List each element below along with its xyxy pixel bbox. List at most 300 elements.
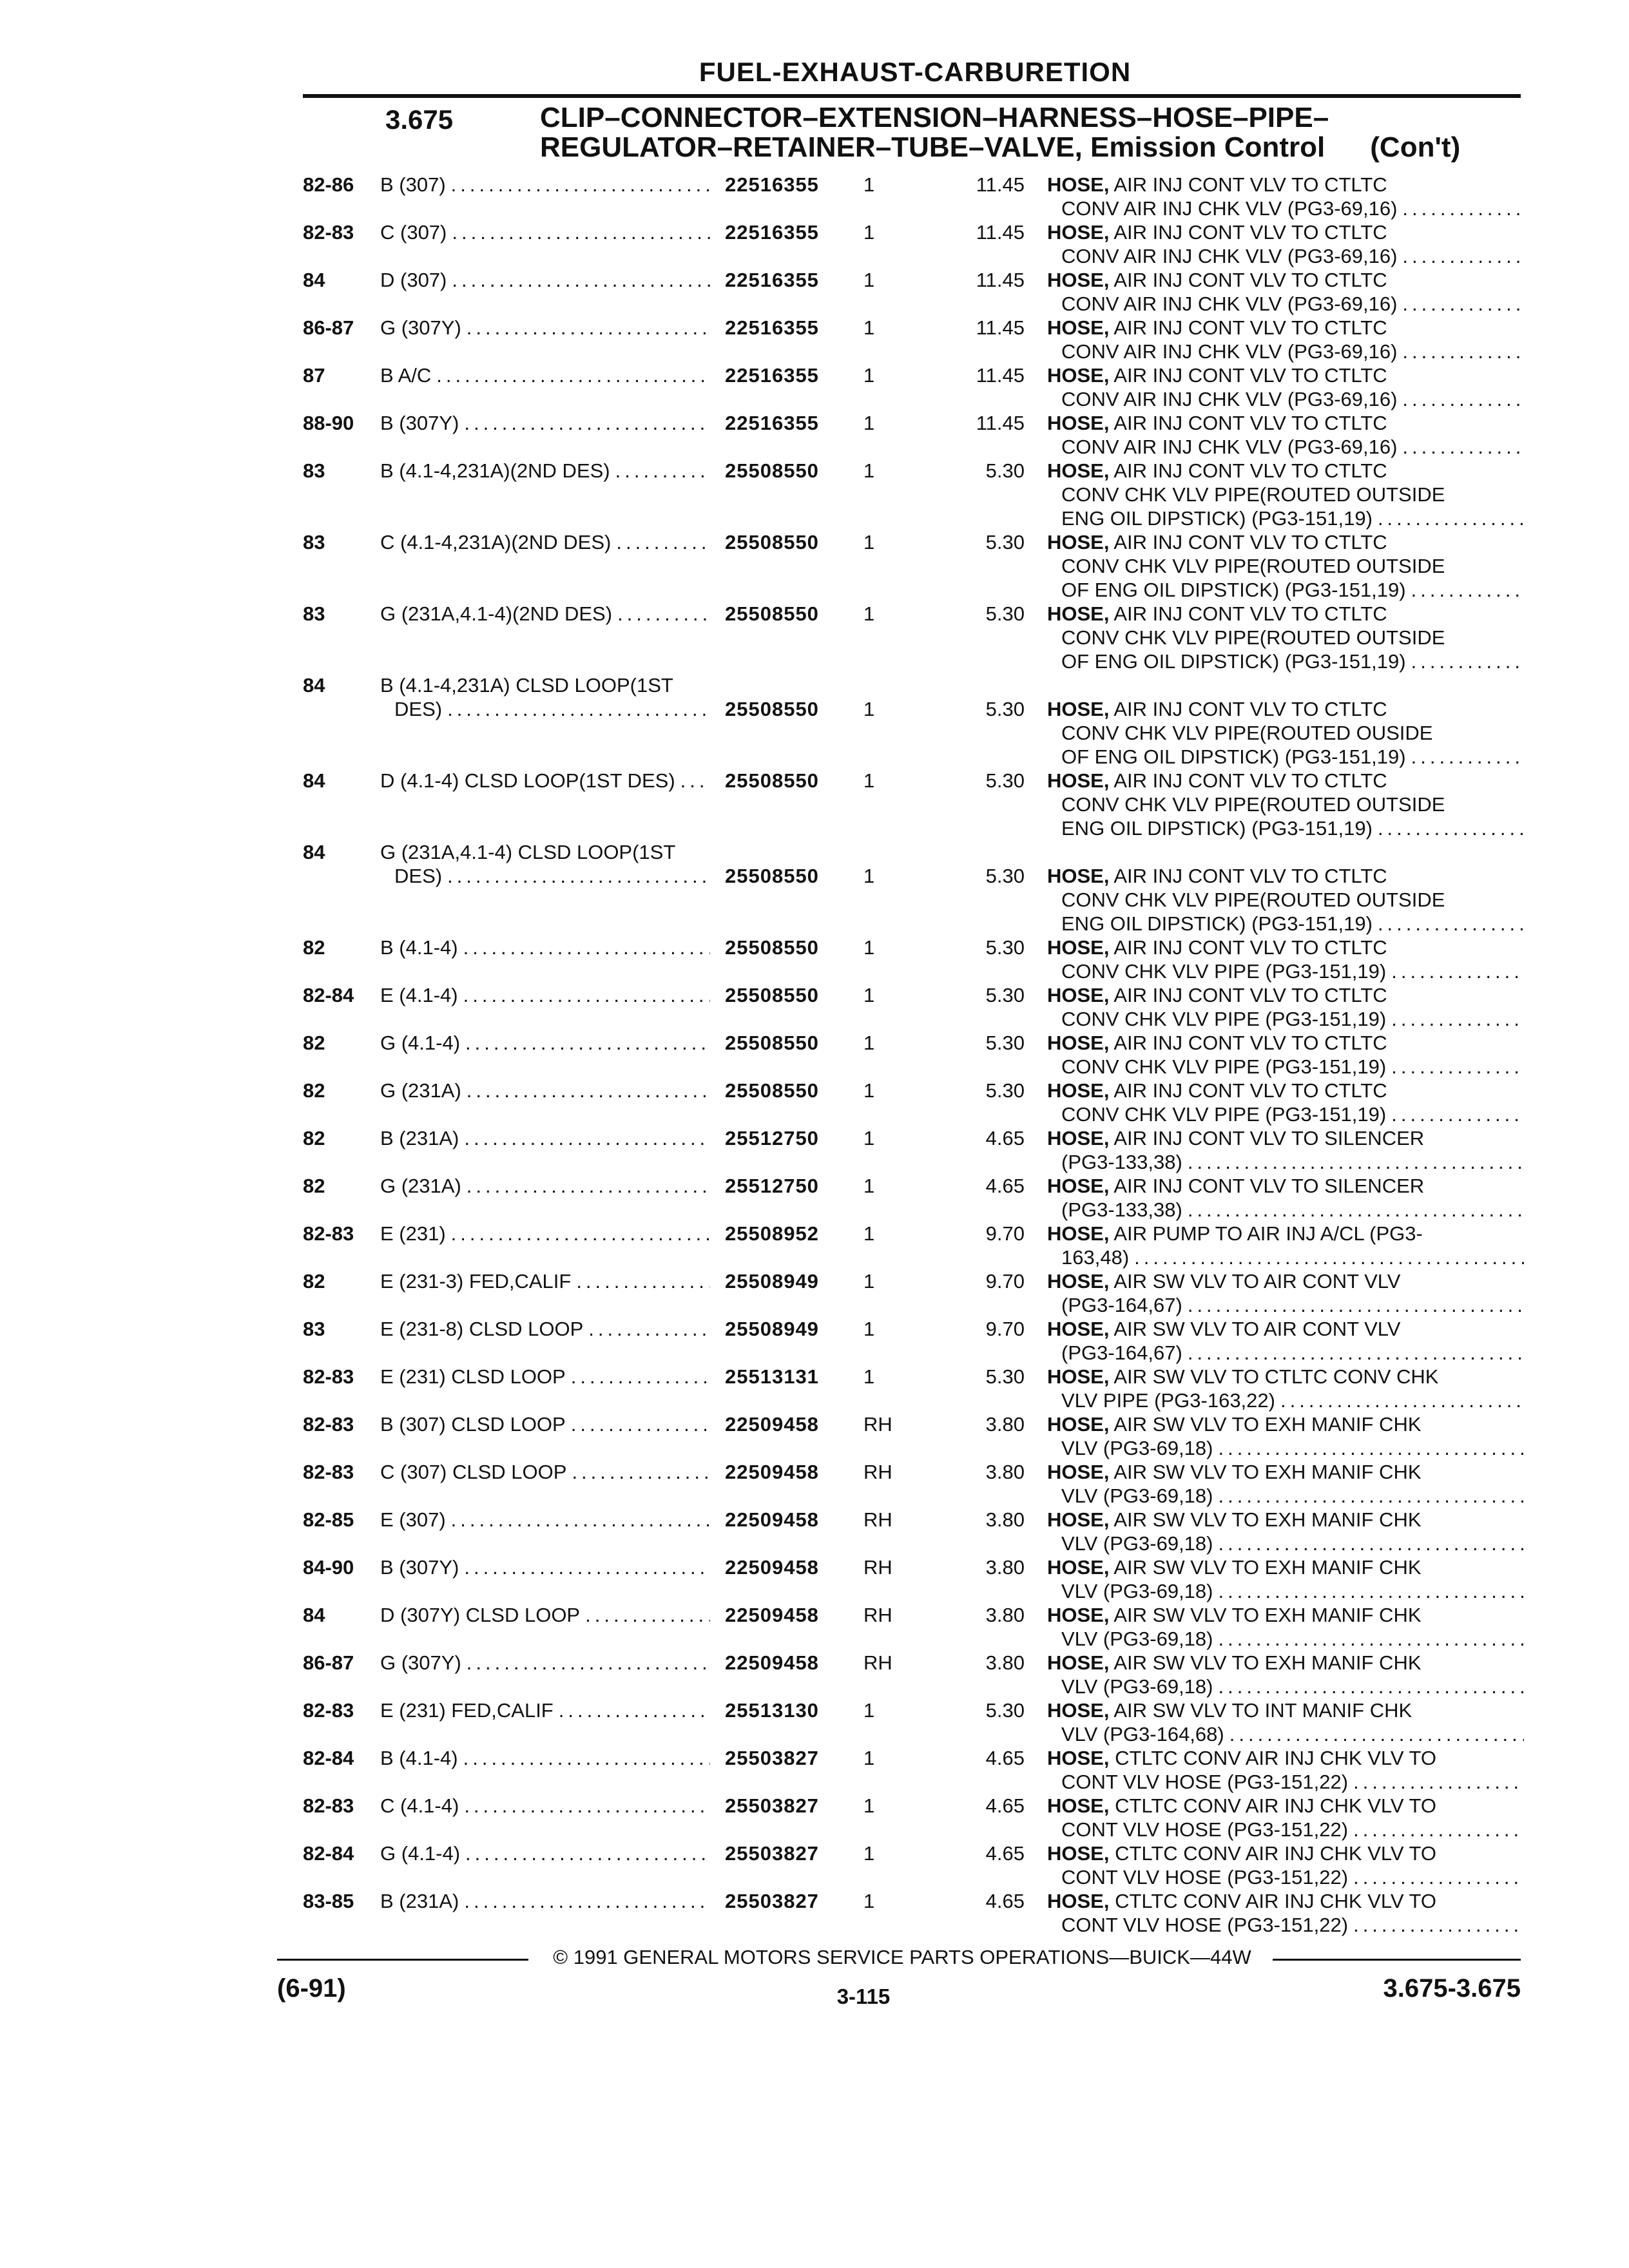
part-name-line (1047, 1913, 1524, 1937)
part-name-line (1047, 506, 1524, 530)
part-name-line (1047, 816, 1524, 840)
model-description-line (380, 1651, 715, 1675)
model-description-text: C (4.1-4,231A)(2ND DES) (380, 531, 612, 553)
quantity: 1 (863, 1079, 875, 1102)
dot-leader (1378, 912, 1524, 936)
model-years: 82-83 (303, 1413, 354, 1436)
model-description-text: B (307Y) (380, 412, 459, 434)
part-name (1047, 1269, 1524, 1317)
part-name-text: CONT VLV HOSE (PG3-151,22) (1061, 1771, 1349, 1793)
part-name-line (1047, 1174, 1524, 1198)
part-name-line (1047, 1245, 1524, 1269)
part-name-text: HOSE, AIR INJ CONT VLV TO SILENCER (1047, 1175, 1425, 1197)
model-description-text: B (307) CLSD LOOP (380, 1413, 566, 1436)
part-name-text: CONV CHK VLV PIPE(ROUTED OUTSIDE (1061, 626, 1445, 649)
model-description (380, 602, 715, 626)
dot-leader (1229, 1722, 1524, 1746)
part-number: 22509458 (725, 1413, 819, 1436)
part-name (1047, 1651, 1524, 1698)
part-name-text: (PG3-164,67) (1061, 1341, 1182, 1364)
dot-leader (452, 268, 710, 292)
part-name-text: CONV CHK VLV PIPE(ROUTED OUSIDE (1061, 722, 1433, 744)
dot-leader (451, 1222, 710, 1245)
part-name-text: HOSE, AIR SW VLV TO EXH MANIF CHK (1047, 1651, 1422, 1674)
part-name-line (1047, 721, 1524, 745)
model-description-line (380, 1603, 715, 1627)
part-number: 22516355 (725, 173, 819, 196)
part-name-text: HOSE, AIR SW VLV TO INT MANIF CHK (1047, 1699, 1412, 1722)
part-name-line (1047, 316, 1524, 340)
model-description-line (380, 697, 715, 721)
model-description-text: C (4.1-4) (380, 1794, 459, 1817)
dot-leader (1411, 745, 1524, 769)
part-name-text: CONT VLV HOSE (PG3-151,22) (1061, 1914, 1349, 1936)
part-name-line (1047, 411, 1524, 435)
dot-leader (617, 602, 710, 626)
part-name-keyword: HOSE, (1047, 1175, 1110, 1197)
quantity: RH (863, 1604, 892, 1626)
part-name-text: CONV AIR INJ CHK VLV (PG3-69,16) (1061, 293, 1398, 315)
part-name-line (1047, 1317, 1524, 1341)
quantity: 1 (863, 1890, 875, 1912)
part-name-keyword: HOSE, (1047, 412, 1110, 434)
part-name-line (1047, 1889, 1524, 1913)
model-description-text: E (231-3) FED,CALIF (380, 1270, 572, 1293)
quantity: 1 (863, 316, 875, 339)
part-name (1047, 530, 1524, 602)
part-name-text: CONV CHK VLV PIPE(ROUTED OUTSIDE (1061, 555, 1445, 577)
price: 4.65 (985, 1890, 1025, 1912)
part-name-line (1047, 864, 1524, 888)
part-name-text: CONV CHK VLV PIPE (PG3-151,19) (1061, 1055, 1387, 1078)
part-number: 22516355 (725, 316, 819, 339)
dot-leader (1218, 1675, 1524, 1698)
part-name-line (1047, 530, 1524, 554)
dot-leader (588, 1317, 710, 1341)
part-name-text: HOSE, AIR INJ CONT VLV TO SILENCER (1047, 1127, 1425, 1149)
dot-leader (447, 864, 710, 888)
quantity: RH (863, 1651, 892, 1674)
price: 5.30 (985, 698, 1025, 720)
part-name-text: ENG OIL DIPSTICK) (PG3-151,19) (1061, 817, 1373, 840)
price: 5.30 (985, 459, 1025, 482)
part-number: 25508550 (725, 602, 819, 625)
part-name-line (1047, 387, 1524, 411)
dot-leader (451, 173, 710, 197)
quantity: 1 (863, 364, 875, 387)
model-description (380, 673, 715, 721)
model-years: 82-84 (303, 1842, 354, 1865)
part-name-keyword: HOSE, (1047, 1222, 1110, 1245)
dot-leader (571, 1365, 710, 1389)
part-name-line (1047, 1341, 1524, 1365)
price: 5.30 (985, 531, 1025, 553)
part-name (1047, 602, 1524, 673)
price: 5.30 (985, 936, 1025, 959)
model-description-text: D (307Y) CLSD LOOP (380, 1604, 581, 1626)
model-description (380, 1603, 715, 1627)
model-years: 82 (303, 1079, 325, 1102)
part-name-keyword: HOSE, (1047, 1508, 1110, 1531)
part-number: 25503827 (725, 1747, 819, 1769)
model-description (380, 1460, 715, 1484)
part-number: 25503827 (725, 1890, 819, 1912)
model-description-text: E (307) (380, 1508, 446, 1531)
quantity: 1 (863, 1365, 875, 1388)
dot-leader (616, 530, 710, 554)
part-name-text: OF ENG OIL DIPSTICK) (PG3-151,19) (1061, 745, 1406, 768)
part-name-keyword: HOSE, (1047, 531, 1110, 553)
dot-leader (559, 1698, 710, 1722)
part-name-line (1047, 1627, 1524, 1651)
part-name-text: HOSE, AIR SW VLV TO EXH MANIF CHK (1047, 1461, 1422, 1483)
price: 3.80 (985, 1651, 1025, 1674)
model-description-line (380, 363, 715, 387)
part-name-text: OF ENG OIL DIPSTICK) (PG3-151,19) (1061, 650, 1406, 673)
model-description-line (380, 1317, 715, 1341)
dot-leader (1402, 244, 1524, 268)
part-name (1047, 1126, 1524, 1174)
price: 4.65 (985, 1794, 1025, 1817)
part-number: 25503827 (725, 1794, 819, 1817)
quantity: RH (863, 1556, 892, 1579)
part-name-text: HOSE, AIR INJ CONT VLV TO CTLTC (1047, 173, 1387, 196)
part-name-line (1047, 1412, 1524, 1436)
price: 11.45 (976, 316, 1025, 339)
quantity: RH (863, 1413, 892, 1436)
model-description (380, 1031, 715, 1055)
model-description-text: B (4.1-4) (380, 936, 458, 959)
part-name-text: CONV AIR INJ CHK VLV (PG3-69,16) (1061, 245, 1398, 267)
model-description (380, 363, 715, 387)
part-name-text: CONV CHK VLV PIPE(ROUTED OUTSIDE (1061, 483, 1445, 506)
part-name-line (1047, 1150, 1524, 1174)
part-name-text: HOSE, CTLTC CONV AIR INJ CHK VLV TO (1047, 1890, 1437, 1912)
quantity: 1 (863, 865, 875, 887)
section-header: FUEL-EXHAUST-CARBURETION (699, 57, 1132, 87)
part-name-line (1047, 1794, 1524, 1818)
dot-leader (1218, 1436, 1524, 1460)
part-name-text: HOSE, AIR INJ CONT VLV TO CTLTC (1047, 316, 1387, 339)
part-name-line (1047, 292, 1524, 316)
part-name (1047, 411, 1524, 459)
dot-leader (1188, 1341, 1524, 1365)
part-name-line (1047, 1722, 1524, 1746)
dot-leader (1353, 1818, 1524, 1841)
part-number: 22516355 (725, 221, 819, 244)
part-name-text: HOSE, AIR SW VLV TO AIR CONT VLV (1047, 1270, 1401, 1293)
part-name-line (1047, 697, 1524, 721)
part-name-text: HOSE, AIR INJ CONT VLV TO CTLTC (1047, 1079, 1387, 1102)
part-name (1047, 1794, 1524, 1841)
dot-leader (467, 1651, 710, 1675)
part-number: 25513131 (725, 1365, 819, 1388)
dot-leader (1218, 1532, 1524, 1555)
part-number: 22509458 (725, 1651, 819, 1674)
price: 3.80 (985, 1413, 1025, 1436)
dot-leader (1218, 1579, 1524, 1603)
model-description-text: G (4.1-4) (380, 1032, 461, 1054)
part-number: 22516355 (725, 364, 819, 387)
part-name-text: HOSE, AIR INJ CONT VLV TO CTLTC (1047, 698, 1387, 720)
part-name-line (1047, 363, 1524, 387)
dot-leader (1378, 506, 1524, 530)
part-name-line (1047, 173, 1524, 197)
part-name-line (1047, 1651, 1524, 1675)
price: 3.80 (985, 1604, 1025, 1626)
model-description-text: G (307Y) (380, 316, 461, 339)
part-name-text: VLV (PG3-69,18) (1061, 1437, 1213, 1459)
part-name (1047, 1174, 1524, 1222)
price: 5.30 (985, 865, 1025, 887)
part-name-text: ENG OIL DIPSTICK) (PG3-151,19) (1061, 507, 1373, 530)
model-description-text: E (231-8) CLSD LOOP (380, 1318, 584, 1340)
part-name-line (1047, 745, 1524, 769)
model-description (380, 936, 715, 959)
model-description-line (380, 983, 715, 1007)
model-years: 82-83 (303, 1365, 354, 1388)
model-description-text: G (231A) (380, 1175, 461, 1197)
model-description (380, 268, 715, 292)
model-description (380, 1841, 715, 1865)
part-number: 25508949 (725, 1318, 819, 1340)
part-name-keyword: HOSE, (1047, 1842, 1110, 1865)
dot-leader (1353, 1865, 1524, 1889)
model-description-text: B (307Y) (380, 1556, 459, 1579)
price: 11.45 (976, 412, 1025, 434)
model-description (380, 1555, 715, 1579)
price: 5.30 (985, 984, 1025, 1006)
part-name-line (1047, 1508, 1524, 1532)
price: 4.65 (985, 1842, 1025, 1865)
model-description-line (380, 1031, 715, 1055)
part-name (1047, 1841, 1524, 1889)
dot-leader (1402, 340, 1524, 363)
part-name-text: HOSE, AIR SW VLV TO EXH MANIF CHK (1047, 1413, 1422, 1436)
dot-leader (571, 1412, 710, 1436)
part-name (1047, 1412, 1524, 1460)
quantity: 1 (863, 984, 875, 1006)
part-name-text: HOSE, AIR INJ CONT VLV TO CTLTC (1047, 936, 1387, 959)
part-name-text: HOSE, AIR INJ CONT VLV TO CTLTC (1047, 531, 1387, 553)
part-name-text: HOSE, AIR SW VLV TO EXH MANIF CHK (1047, 1556, 1422, 1579)
price: 11.45 (976, 364, 1025, 387)
part-name-line (1047, 554, 1524, 578)
part-name-line (1047, 793, 1524, 816)
model-description-text: G (307Y) (380, 1651, 461, 1674)
part-name-line (1047, 1818, 1524, 1841)
model-description-text: B (4.1-4,231A) CLSD LOOP(1ST (380, 674, 673, 697)
dot-leader (1353, 1770, 1524, 1794)
model-description (380, 1317, 715, 1341)
dot-leader (615, 459, 710, 483)
part-name-line (1047, 1698, 1524, 1722)
model-description-text: D (307) (380, 269, 447, 291)
price: 5.30 (985, 1079, 1025, 1102)
dot-leader (1280, 1389, 1524, 1412)
model-years: 82 (303, 1270, 325, 1293)
part-name (1047, 1365, 1524, 1412)
dot-leader (1402, 435, 1524, 459)
part-name-text: CONT VLV HOSE (PG3-151,22) (1061, 1818, 1349, 1841)
group-number: 3.675 (385, 104, 454, 135)
footer-rule-left (277, 1959, 528, 1961)
dot-leader (1134, 1245, 1524, 1269)
dot-leader (465, 1841, 710, 1865)
model-years: 82 (303, 1032, 325, 1054)
dot-leader (467, 1079, 710, 1102)
part-name-keyword: HOSE, (1047, 1699, 1110, 1722)
part-name (1047, 1222, 1524, 1269)
model-description (380, 1794, 715, 1818)
part-name-line (1047, 1841, 1524, 1865)
dot-leader (464, 1555, 710, 1579)
model-description-line (380, 1412, 715, 1436)
model-years: 84 (303, 269, 325, 291)
part-name-keyword: HOSE, (1047, 1604, 1110, 1626)
part-name-keyword: HOSE, (1047, 459, 1110, 482)
part-name-line (1047, 1865, 1524, 1889)
part-name (1047, 1508, 1524, 1555)
part-name (1047, 1889, 1524, 1937)
model-description-line (380, 1889, 715, 1913)
model-description-line (380, 1746, 715, 1770)
model-years: 82-83 (303, 1794, 354, 1817)
model-description (380, 1412, 715, 1436)
dot-leader (1402, 387, 1524, 411)
model-description-text: B (4.1-4,231A)(2ND DES) (380, 459, 610, 482)
quantity: 1 (863, 412, 875, 434)
part-name (1047, 936, 1524, 983)
part-name (1047, 1603, 1524, 1651)
model-years: 83-85 (303, 1890, 354, 1912)
part-name-keyword: HOSE, (1047, 1032, 1110, 1054)
price: 4.65 (985, 1127, 1025, 1149)
part-name (1047, 697, 1524, 769)
part-name-line (1047, 1436, 1524, 1460)
model-description (380, 1174, 715, 1198)
part-name-keyword: HOSE, (1047, 1413, 1110, 1436)
model-description (380, 316, 715, 340)
part-name-line (1047, 1675, 1524, 1698)
price: 9.70 (985, 1222, 1025, 1245)
model-description-text: B A/C (380, 364, 432, 387)
model-description-line (380, 1841, 715, 1865)
model-description (380, 769, 715, 793)
dot-leader (1391, 1007, 1524, 1031)
part-number: 25503827 (725, 1842, 819, 1865)
part-name (1047, 363, 1524, 411)
model-description-text: G (231A) (380, 1079, 461, 1102)
part-name-keyword: HOSE, (1047, 1079, 1110, 1102)
part-number: 25508952 (725, 1222, 819, 1245)
quantity: 1 (863, 1127, 875, 1149)
part-name (1047, 1031, 1524, 1079)
dot-leader (1411, 578, 1524, 602)
part-name-line (1047, 1460, 1524, 1484)
model-years: 83 (303, 459, 325, 482)
part-name (1047, 268, 1524, 316)
part-name-keyword: HOSE, (1047, 1461, 1110, 1483)
part-name (1047, 459, 1524, 530)
quantity: 1 (863, 769, 875, 792)
part-name-line (1047, 1055, 1524, 1079)
dot-leader (451, 1508, 710, 1532)
part-name-text: CONV CHK VLV PIPE(ROUTED OUTSIDE (1061, 793, 1445, 816)
quantity: RH (863, 1508, 892, 1531)
part-name-line (1047, 1198, 1524, 1222)
part-number: 25508550 (725, 865, 819, 887)
part-name-line (1047, 1031, 1524, 1055)
dot-leader (1411, 649, 1524, 673)
dot-leader (447, 697, 710, 721)
part-name-line (1047, 1079, 1524, 1102)
part-name-line (1047, 1222, 1524, 1245)
part-name-text: CONV AIR INJ CHK VLV (PG3-69,16) (1061, 197, 1398, 220)
quantity: 1 (863, 1699, 875, 1722)
model-years: 84 (303, 769, 325, 792)
part-name-keyword: HOSE, (1047, 221, 1110, 244)
model-years: 82-83 (303, 1699, 354, 1722)
part-name-keyword: HOSE, (1047, 316, 1110, 339)
part-number: 25508550 (725, 984, 819, 1006)
price: 3.80 (985, 1508, 1025, 1531)
part-name-keyword: HOSE, (1047, 1747, 1110, 1769)
part-name-text: CONV CHK VLV PIPE(ROUTED OUTSIDE (1061, 889, 1445, 911)
part-name-line (1047, 1746, 1524, 1770)
part-name-line (1047, 578, 1524, 602)
model-description (380, 173, 715, 197)
dot-leader (1402, 197, 1524, 220)
part-name-text: HOSE, AIR INJ CONT VLV TO CTLTC (1047, 602, 1387, 625)
part-name (1047, 316, 1524, 363)
dot-leader (467, 1174, 710, 1198)
model-years: 82-85 (303, 1508, 354, 1531)
dot-leader (1391, 1102, 1524, 1126)
part-name-text: VLV (PG3-69,18) (1061, 1532, 1213, 1555)
dot-leader (452, 220, 710, 244)
footer-rule-right (1273, 1959, 1521, 1961)
part-name-text: HOSE, AIR INJ CONT VLV TO CTLTC (1047, 984, 1387, 1006)
part-name-text: HOSE, AIR INJ CONT VLV TO CTLTC (1047, 1032, 1387, 1054)
date-code: (6-91) (277, 1974, 346, 2003)
model-description-line (380, 268, 715, 292)
price: 11.45 (976, 269, 1025, 291)
quantity: 1 (863, 698, 875, 720)
part-name-keyword: HOSE, (1047, 602, 1110, 625)
part-name-line (1047, 769, 1524, 793)
part-name-keyword: HOSE, (1047, 1794, 1110, 1817)
model-description-line (380, 673, 715, 697)
part-name-keyword: HOSE, (1047, 698, 1110, 720)
model-description (380, 459, 715, 483)
model-description (380, 1746, 715, 1770)
dot-leader (572, 1460, 710, 1484)
model-years: 84 (303, 1604, 325, 1626)
part-name-text: HOSE, AIR INJ CONT VLV TO CTLTC (1047, 269, 1387, 291)
model-description-text: DES) (394, 865, 443, 887)
dot-leader (1188, 1293, 1524, 1317)
model-description-line (380, 1794, 715, 1818)
price: 5.30 (985, 1699, 1025, 1722)
model-years: 82-83 (303, 221, 354, 244)
part-name-line (1047, 602, 1524, 626)
part-number: 25508550 (725, 1079, 819, 1102)
part-name-line (1047, 1555, 1524, 1579)
model-years: 82-83 (303, 1461, 354, 1483)
dot-leader (467, 316, 710, 340)
quantity: 1 (863, 221, 875, 244)
